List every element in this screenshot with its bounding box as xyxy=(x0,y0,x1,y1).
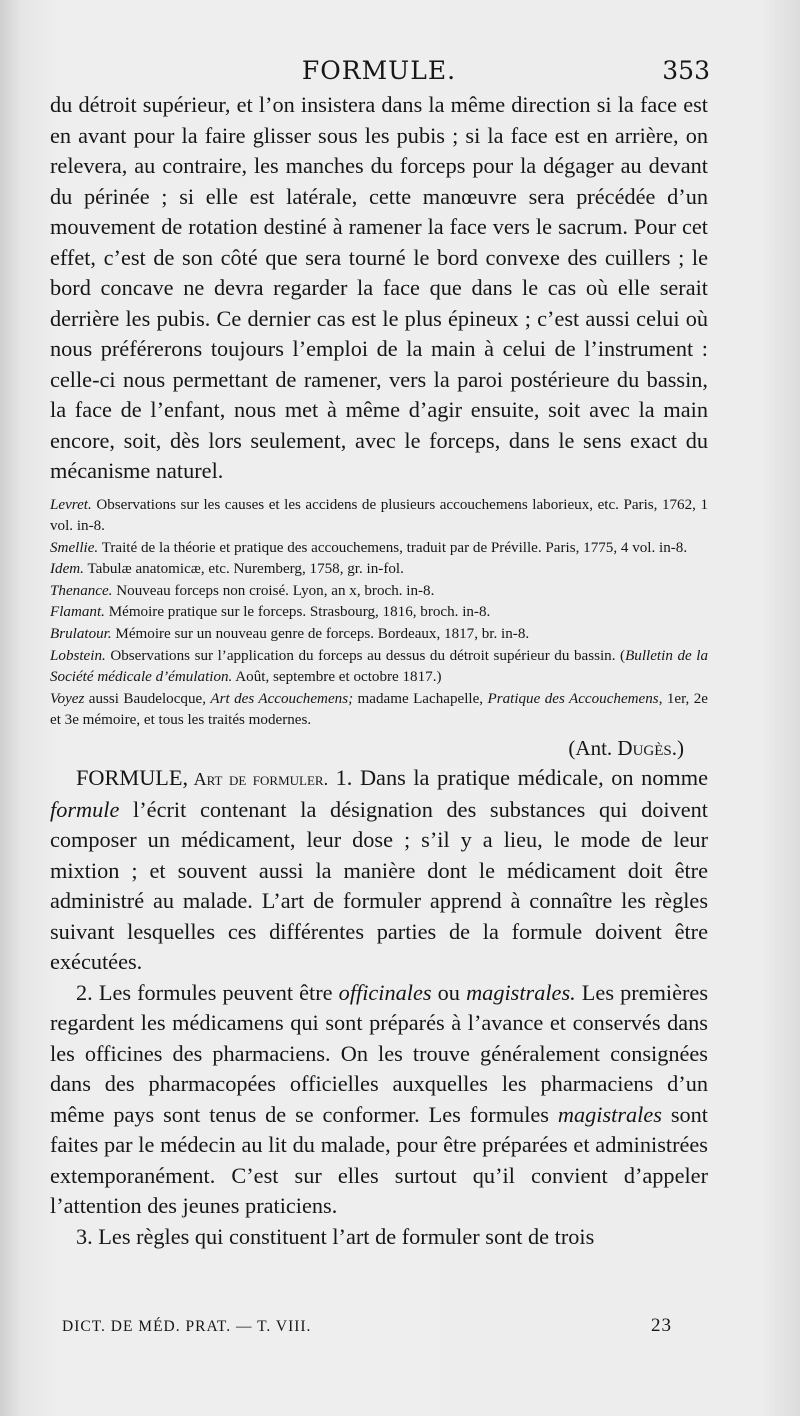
bibliography-author: Smellie. xyxy=(50,539,99,556)
bibliography-text: madame Lachapelle, xyxy=(353,690,488,707)
bibliography-text: Août, septembre et octobre 1817.) xyxy=(232,669,442,686)
bibliography-author: Lobstein. xyxy=(50,647,106,664)
paragraph-text: l’écrit contenant la désignation des substances qui doivent composer un médicament, leur dose ; s’il y a lieu, le mode de leur mixtion ; et souvent aussi la manière dont le médicament doit être administré au malade. L’art de formuler apprend à connaître les règles suivant lesquelles ces différentes parties de la formule doivent être exécutées. xyxy=(50,796,708,975)
article-subheading: Art de formuler. xyxy=(188,769,329,790)
bibliography-author: Brulatour. xyxy=(50,626,112,643)
bibliography-text: Observations sur l’application du forceps au dessus du détroit supérieur du bassin. ( xyxy=(105,647,626,664)
signature-name: Dugès xyxy=(617,736,672,761)
journal-title: Bulletin de la Société médicale d’émulation. xyxy=(50,647,708,686)
signature-open: (Ant. xyxy=(568,736,618,761)
article-paragraph-1 xyxy=(50,763,708,978)
bibliography-entry-voyez xyxy=(50,689,708,732)
bibliography-text: Traité de la théorie et pratique des accouchemens, traduit par de Préville. Paris, 1775, 4 vol. in-8. xyxy=(98,539,688,556)
bibliography-entry xyxy=(50,559,708,581)
bibliography xyxy=(50,495,708,733)
bibliography-text: Observations sur les causes et les accidens de plusieurs accouchemens laborieux, etc. Paris, 1762, 1 vol. in-8. xyxy=(50,496,708,535)
bibliography-entry xyxy=(50,538,708,560)
bibliography-entry xyxy=(50,602,708,624)
footer-volume: DICT. DE MÉD. PRAT. — T. VIII. xyxy=(62,1318,312,1335)
paragraph-text: Les premières regardent les médicamens qui sont préparés à l’avance et conservés dans les officines des pharmaciens. On les trouve généralement consignées dans des pharmacopées officielles auxquelles les pharmaciens d’un même pays sont tenus de se conformer. Les formules xyxy=(50,979,708,1127)
italic-term: magistrales. xyxy=(466,979,576,1005)
article-paragraph-2 xyxy=(50,978,708,1222)
italic-term: magistrales xyxy=(557,1101,662,1127)
continued-paragraph: du détroit supérieur, et l’on insistera dans la même direction si la face est en avant pour la faire glisser sous les pubis ; si la face est en arrière, on relevera, au contraire, les manches du forceps pour la dégager au devant du périnée ; si elle est latérale, cette manœuvre sera précédée d’un mouvement de rotation destiné à ramener la face vers le sacrum. Pour cet effet, c’est de son côté que sera tourné le bord convexe des cuillers ; le bord concave ne devra regarder la face que dans le cas où elle serait derrière les pubis. Ce dernier cas est le plus épineux ; c’est aussi celui où nous préférerons toujours l’emploi de la main à celui de l’instrument : celle-ci nous permettant de ramener, vers la paroi postérieure du bassin, la face de l’enfant, nous met à même d’agir ensuite, soit avec la main encore, soit, dès lors seulement, avec le forceps, dans le sens exact du mécanisme naturel. xyxy=(50,92,708,483)
bibliography-author: Levret. xyxy=(50,496,92,513)
italic-term: officinales xyxy=(338,979,432,1005)
bibliography-text: Tabulæ anatomicæ, etc. Nuremberg, 1758, gr. in-fol. xyxy=(83,561,404,578)
paragraph-text: ou xyxy=(431,979,467,1005)
paragraph-text: 2. Les formules peuvent être xyxy=(76,979,339,1005)
bibliography-text: , 1er, 2e et 3e mémoire, et tous les traités modernes. xyxy=(50,690,708,729)
bibliography-text: aussi Baudelocque, xyxy=(84,690,211,707)
paragraph-text: 1. Dans la pratique médicale, on nomme xyxy=(328,765,708,791)
signature-close: .) xyxy=(671,736,684,761)
bibliography-author: Flamant. xyxy=(50,604,105,621)
bibliography-entry xyxy=(50,624,708,646)
running-head xyxy=(50,56,708,90)
voyez-word: Voyez xyxy=(50,690,85,707)
work-title: Pratique des Accouchemens xyxy=(487,690,659,707)
bibliography-entry xyxy=(50,581,708,603)
paragraph-text: sont faites par le médecin au lit du malade, pour être préparées et administrées extemporanément. C’est sur elles surtout qu’il convient d’appeler l’attention des jeunes praticiens. xyxy=(50,1101,708,1219)
bibliography-text: Mémoire sur un nouveau genre de forceps. Bordeaux, 1817, br. in-8. xyxy=(111,626,530,643)
bibliography-text: Nouveau forceps non croisé. Lyon, an x, broch. in-8. xyxy=(112,582,435,599)
bibliography-author: Thenance. xyxy=(50,582,113,599)
bibliography-entry-lobstein xyxy=(50,646,708,689)
italic-term: formule xyxy=(50,796,120,822)
bibliography-author: Idem. xyxy=(50,561,84,578)
article-heading: FORMULE, xyxy=(76,765,189,791)
page-number: 353 xyxy=(662,56,710,85)
article-paragraph-3: 3. Les règles qui constituent l’art de formuler sont de trois xyxy=(76,1223,595,1249)
work-title: Art des Accouchemens; xyxy=(210,690,354,707)
footer-signature-mark: 23 xyxy=(651,1315,672,1336)
bibliography-entry xyxy=(50,495,708,538)
bibliography-text: Mémoire pratique sur le forceps. Strasbourg, 1816, broch. in-8. xyxy=(104,604,491,621)
running-title: FORMULE. xyxy=(301,56,457,85)
author-signature xyxy=(50,736,684,761)
